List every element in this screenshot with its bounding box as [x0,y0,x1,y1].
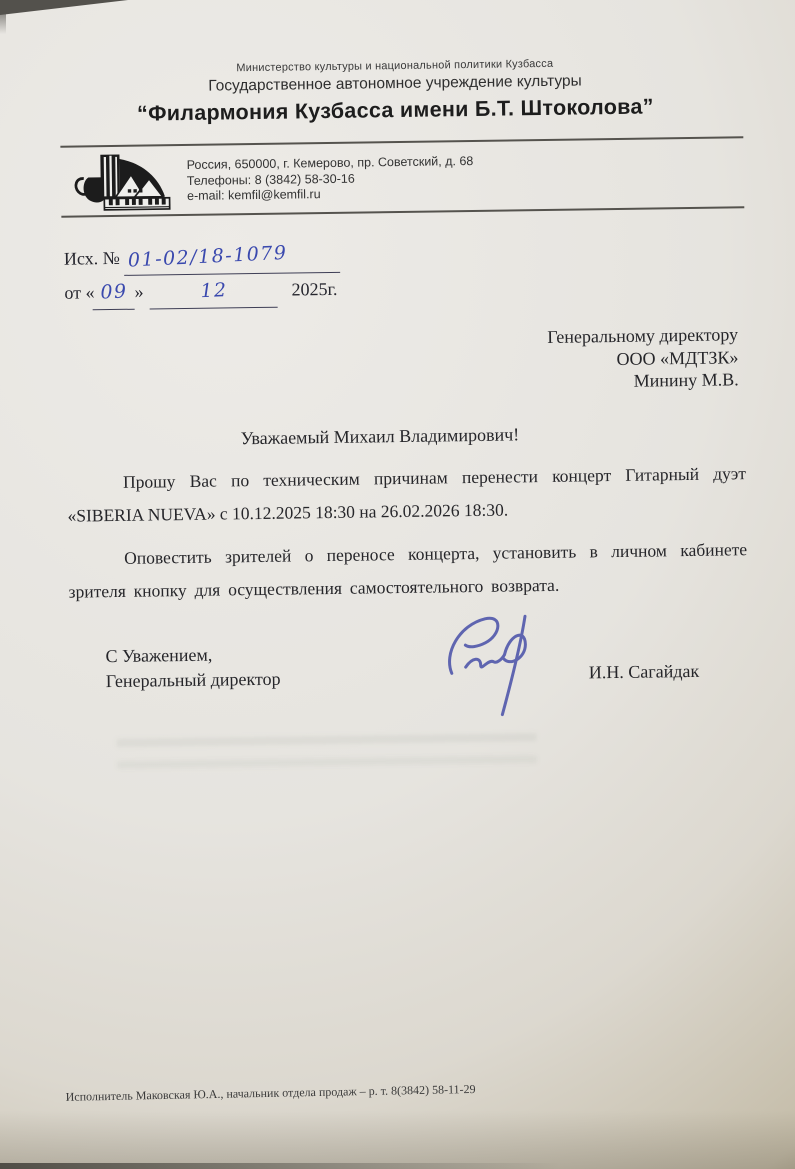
executor-footer: Исполнитель Маковская Ю.А., начальник отдела продаж – р. т. 8(3842) 58-11-29 [65,1081,476,1104]
addressee-line: Минину М.В. [633,369,739,391]
organization-name: “Филармония Кузбасса имени Б.Т. Штоколова” [136,94,654,126]
date-quote-close: » [134,281,144,302]
outgoing-label: Исх. № [63,247,121,269]
phones-line: Телефоны: 8 (3842) 58-30-16 [186,171,355,188]
header-divider-top [60,136,743,148]
closing-block [105,642,280,694]
outgoing-number-underline [124,239,340,276]
date-year: 2025г. [291,278,338,300]
outgoing-number-line [64,239,341,277]
outgoing-number-handwritten: 01-02/18-1079 [127,241,289,272]
body-paragraph-1: Прошу Вас по техническим причинам перенести концерт Гитарный дуэт «SIBERIA NUEVA» с 10.12.2025 18:30 на 26.02.2026 18:30. [67,463,747,526]
date-day-handwritten: 09 [99,280,128,304]
handwritten-signature-icon [437,610,569,727]
date-month-underline [149,274,277,310]
date-day-underline [92,276,134,311]
address-line: Россия, 650000, г. Кемерово, пр. Советский, д. 68 [186,153,474,172]
date-line [64,273,341,311]
institution-line: Государственное автономное учреждение культуры [208,72,582,95]
date-prefix: от « [64,282,95,303]
contact-block [187,154,474,204]
signer-title: Генеральный директор [105,668,281,692]
letter-body [67,457,748,618]
body-paragraph-2: Оповестить зрителей о переносе концерта, установить в личном кабинете зрителя кнопку для осуществления самостоятельного возврата. [68,539,748,602]
salutation: Уважаемый Михаил Владимирович! [240,424,520,449]
date-month-handwritten: 12 [199,278,228,303]
closing-line: С Уважением, [105,644,213,667]
philharmonic-piano-logo-icon [70,148,179,213]
addressee-line: ООО «МДТЗК» [616,346,739,369]
addressee-block [547,323,739,393]
signer-name: И.Н. Сагайдак [588,660,700,683]
reference-block [64,239,341,311]
ministry-line: Министерство культуры и национальной политики Кузбасса [236,57,554,75]
addressee-line: Генеральному директору [547,324,739,347]
email-line: e-mail: kemfil@kemfil.ru [186,187,321,203]
bleed-through-ghost-text [117,733,538,779]
letterhead [37,55,753,128]
